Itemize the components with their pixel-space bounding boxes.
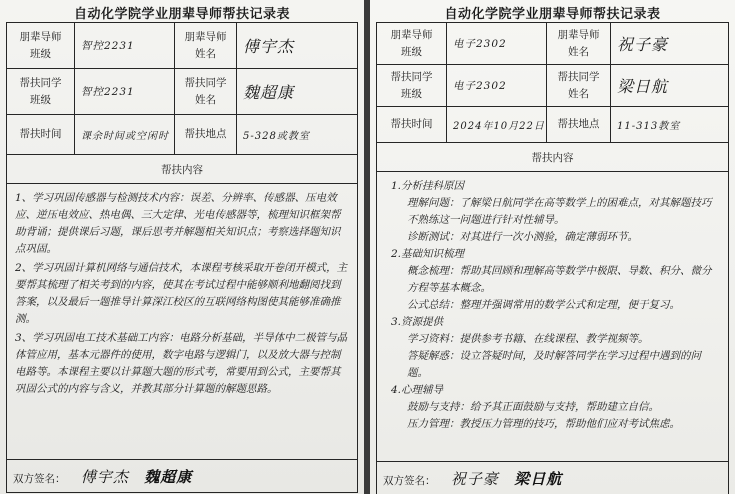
content-paragraph: 2、学习巩固计算机网络与通信技术，本课程考核采取开卷闭开模式，主要帮其梳理了相关考到的内容，使其在考试过程中能够顺利地翻阅找到答案，以及最后一题推导计算深江校区的互联网络构图使其能够准确推测。 (15, 262, 348, 325)
signature-label: 双方签名： (383, 474, 436, 487)
content-item: 理解问题：了解梁日航同学在高等数学上的困难点，对其解题技巧不熟练这一问题进行针对性辅导。 (407, 197, 712, 226)
mentor-class-value: 电子2302 (447, 23, 547, 65)
content-item: 压力管理：教授压力管理的技巧，帮助他们应对考试焦虑。 (407, 418, 680, 430)
mentor-class-label: 朋辈导师 班级 (377, 23, 447, 65)
mentor-name-value: 祝子豪 (611, 23, 729, 65)
sheet-title: 自动化学院学业朋辈导师帮扶记录表 (444, 7, 661, 22)
right-record-sheet (370, 0, 735, 494)
content-item: 概念梳理：帮助其回顾和理解高等数学中极限、导数、积分、微分方程等基本概念。 (407, 265, 712, 294)
content-heading: 4.心理辅导 (391, 384, 444, 396)
signature-row (377, 462, 729, 494)
sheet-title: 自动化学院学业朋辈导师帮扶记录表 (73, 7, 290, 22)
time-label: 帮扶时间 (377, 107, 447, 143)
mentor-class-label: 朋辈导师 班级 (7, 23, 75, 69)
content-item: 诊断测试：对其进行一次小测验，确定薄弱环节。 (407, 231, 638, 243)
content-item: 公式总结：整理并强调常用的数学公式和定理，便于复习。 (407, 299, 680, 311)
student-name-label: 帮扶同学 姓名 (547, 65, 611, 107)
place-value: 5-328或教室 (237, 115, 358, 155)
content-paragraph: 3、学习巩固电工技术基础工内容：电路分析基础，半导体中二极管与晶体管应用，基本元器件的使用，数字电路与逻辑门，以及放大器与控制电路等。本课程主要以计算题大题的形式考，常要用到公式，主要帮其巩固公式的内容与含义，并教其部分计算题的解题思路。 (15, 332, 348, 395)
mentor-signature: 傅宇杰 (80, 467, 129, 486)
mentor-name-label: 朋辈导师 姓名 (175, 23, 237, 69)
place-label: 帮扶地点 (175, 115, 237, 155)
student-class-value: 电子2302 (447, 65, 547, 107)
student-name-value: 魏超康 (237, 69, 358, 115)
time-value: 2024年10月22日 (447, 107, 547, 143)
content-body (377, 172, 729, 462)
mentor-signature: 祝子豪 (450, 469, 499, 488)
content-heading: 3.资源提供 (391, 316, 444, 328)
student-name-label: 帮扶同学 姓名 (175, 69, 237, 115)
student-signature: 梁日航 (514, 469, 563, 488)
record-table (6, 22, 358, 493)
content-section-label: 帮扶内容 (377, 143, 729, 172)
record-table (376, 22, 729, 494)
student-signature: 魏超康 (144, 467, 193, 486)
content-section-label: 帮扶内容 (7, 155, 358, 184)
content-body (7, 184, 358, 460)
place-label: 帮扶地点 (547, 107, 611, 143)
content-item: 学习资料：提供参考书籍、在线课程、教学视频等。 (407, 333, 649, 345)
mentor-name-value: 傅宇杰 (237, 23, 358, 69)
content-heading: 1.分析挂科原因 (391, 180, 465, 192)
content-item: 答疑解惑：设立答疑时间，及时解答同学在学习过程中遇到的问题。 (407, 350, 701, 379)
mentor-class-value: 智控2231 (75, 23, 175, 69)
student-class-label: 帮扶同学 班级 (377, 65, 447, 107)
content-paragraph: 1、学习巩固传感器与检测技术内容：误差、分辨率、传感器、压电效应、逆压电效应、热电偶、三大定律、光电传感器等，梳理知识框架帮助背诵；提供课后习题，课后思考并解题相关知识点；考察选择题知识点巩固。 (15, 192, 341, 255)
signature-label: 双方签名： (13, 472, 66, 485)
student-class-value: 智控2231 (75, 69, 175, 115)
time-label: 帮扶时间 (7, 115, 75, 155)
signature-row (7, 460, 358, 493)
student-class-label: 帮扶同学 班级 (7, 69, 75, 115)
left-record-sheet (0, 0, 364, 494)
student-name-value: 梁日航 (611, 65, 729, 107)
content-heading: 2.基础知识梳理 (391, 248, 465, 260)
place-value: 11-313教室 (611, 107, 729, 143)
time-value: 课余时间或空闲时 (75, 115, 175, 155)
mentor-name-label: 朋辈导师 姓名 (547, 23, 611, 65)
content-item: 鼓励与支持：给予其正面鼓励与支持，帮助建立自信。 (407, 401, 659, 413)
